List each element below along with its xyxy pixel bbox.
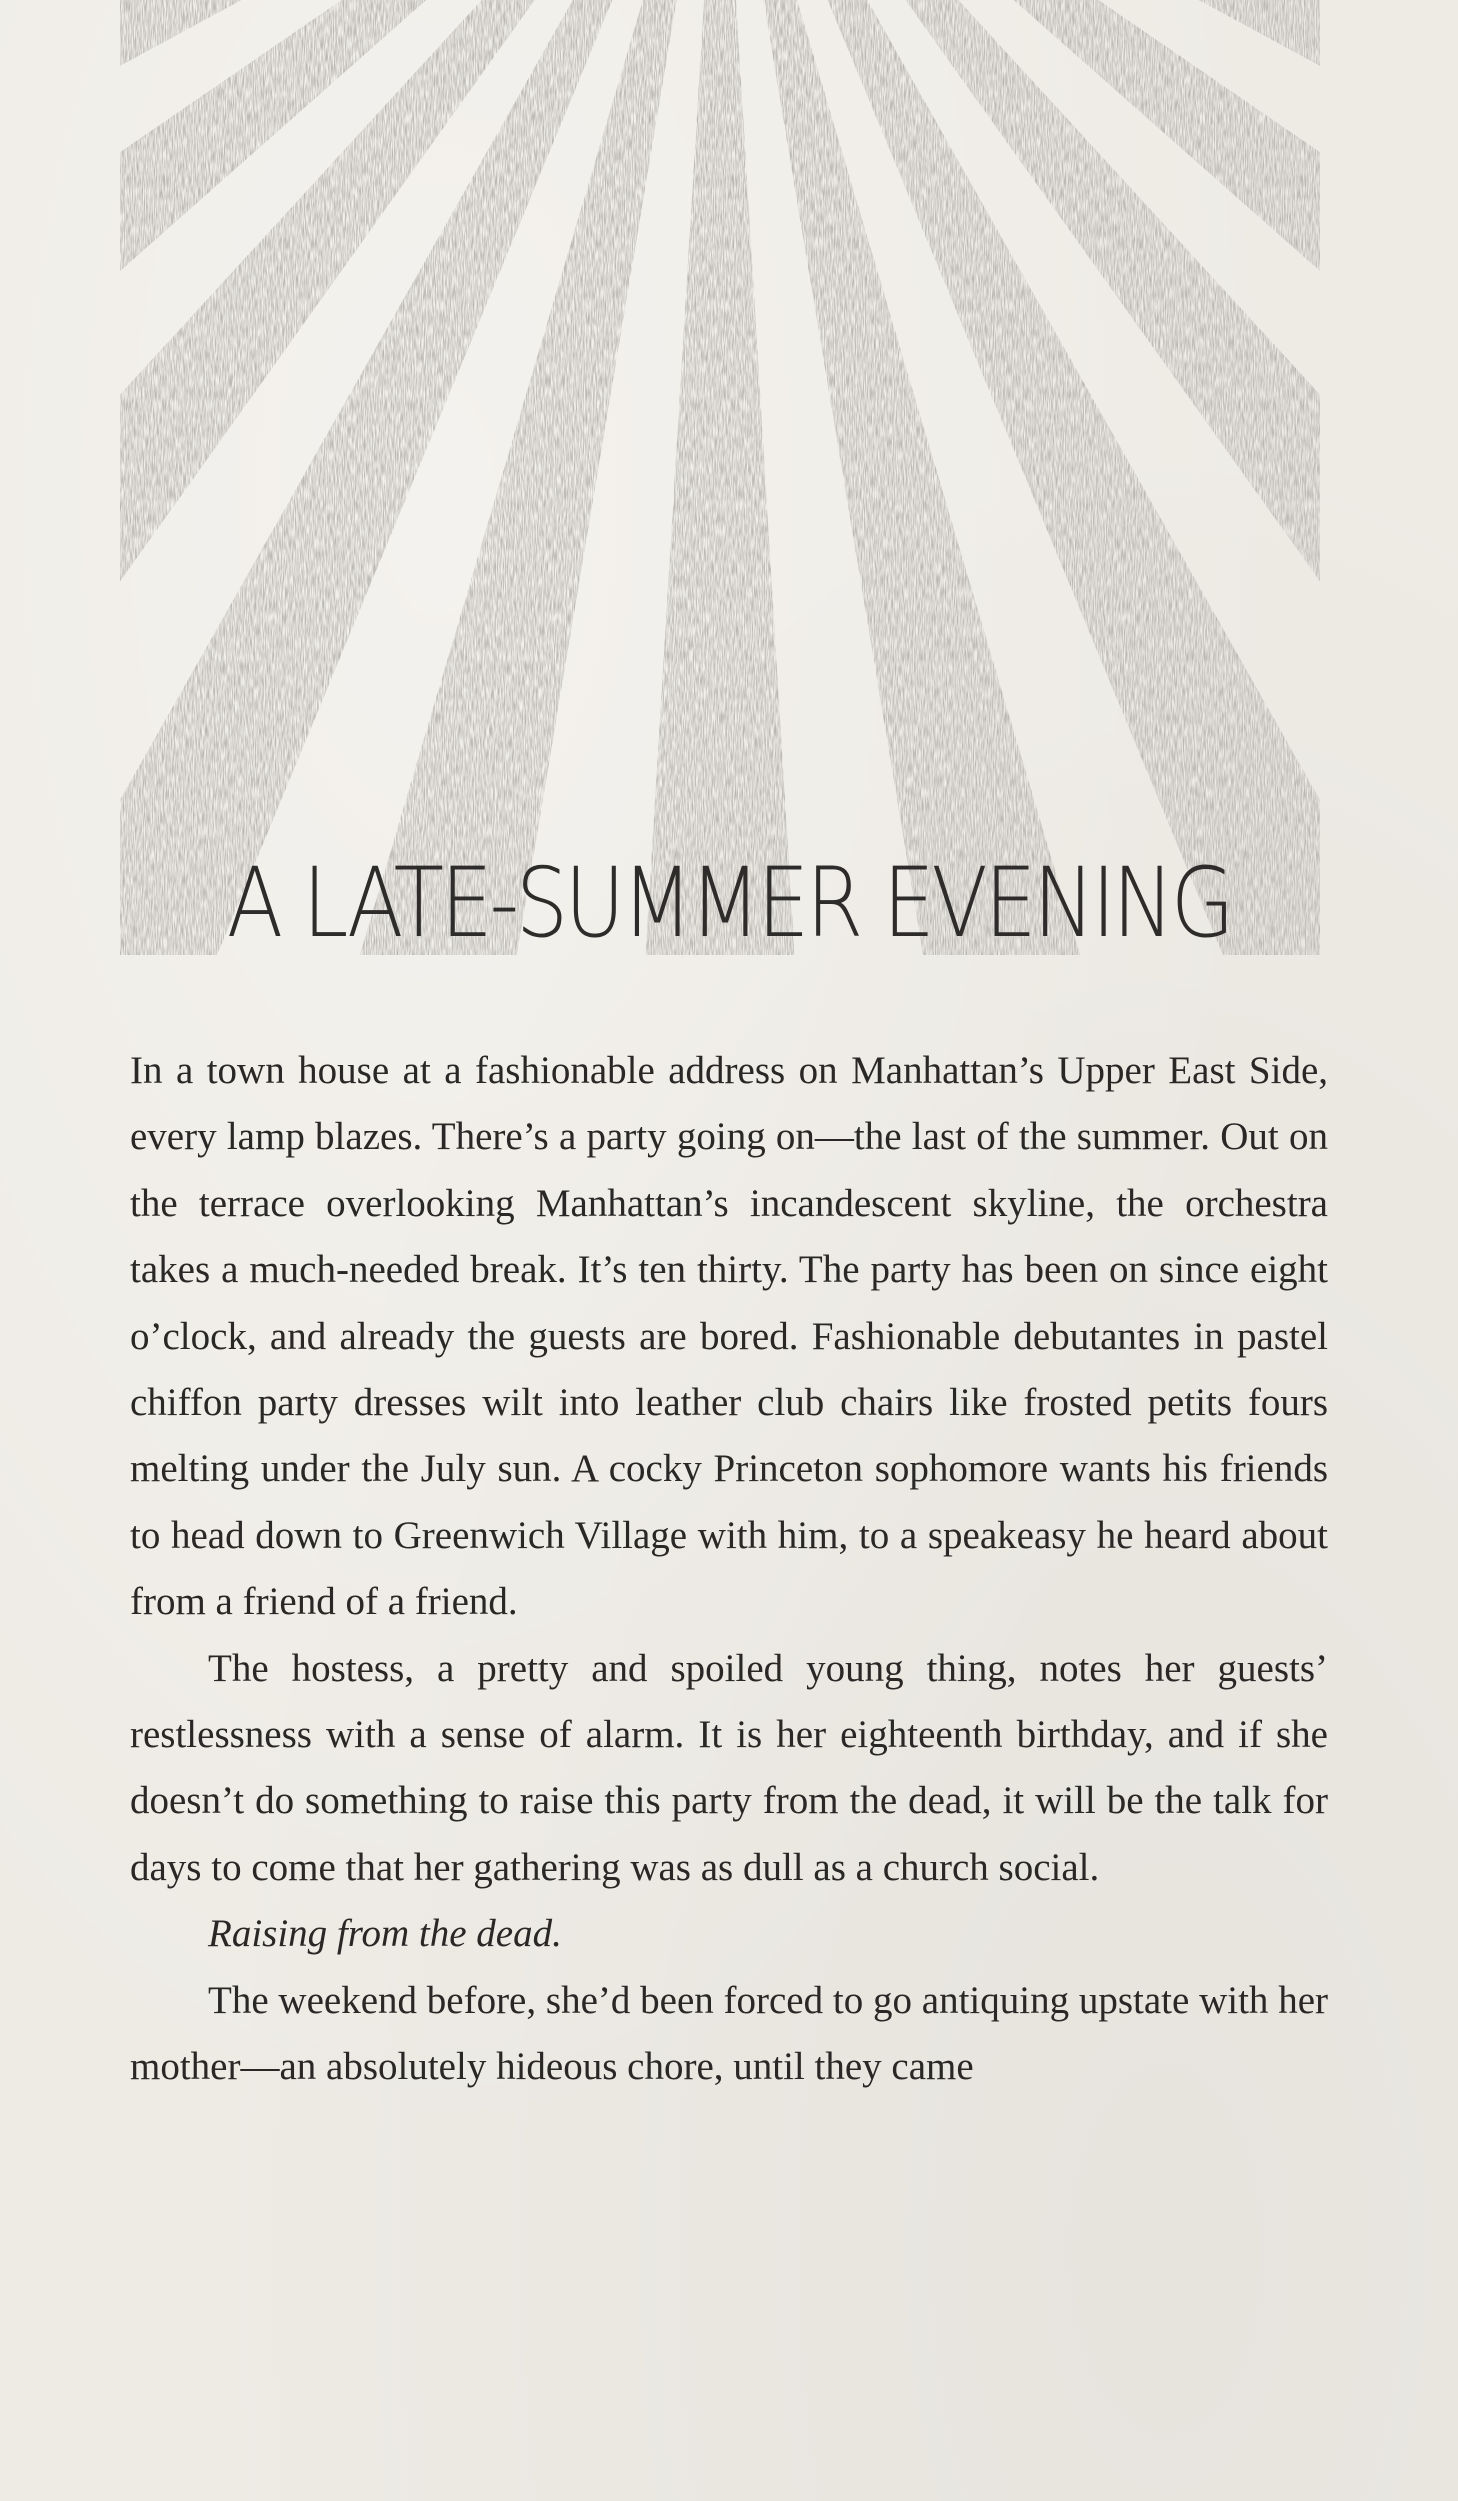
sunburst-rays-icon [120,0,1320,955]
paragraph-3-italic: Raising from the dead. [208,1912,562,1956]
chapter-title: A LATE-SUMMER EVENING [226,847,1232,959]
paragraph-1: In a town house at a fashionable address on Manhattan’s Upper East Side, every lamp blazes. There’s a party going on—the last of the summer. Out on the terrace overlooking Manhattan’s incandescent skyline, the orchestra takes a much-needed break. It’s ten thirty. The party has been on since eight o’clock, and already the guests are bored. Fashionable debutantes in pastel chiffon party dresses wilt into leather club chairs like frosted petits fours melting under the July sun. A cocky Princeton sophomore wants his friends to head down to Greenwich Village with him, to a speakeasy he heard about from a friend of a friend. [130,1049,1328,1624]
body-text [130,1038,1328,2101]
paragraph-4: The weekend before, she’d been forced to go antiquing upstate with her mother—an absolutely hideous chore, until they came [130,1978,1328,2089]
paragraph-2: The hostess, a pretty and spoiled young thing, notes her guests’ restlessness with a sense of alarm. It is her eighteenth birthday, and if she doesn’t do something to raise this party from the dead, it will be the talk for days to come that her gathering was as dull as a church social. [130,1646,1328,1889]
sunburst-graphic [120,0,1320,955]
